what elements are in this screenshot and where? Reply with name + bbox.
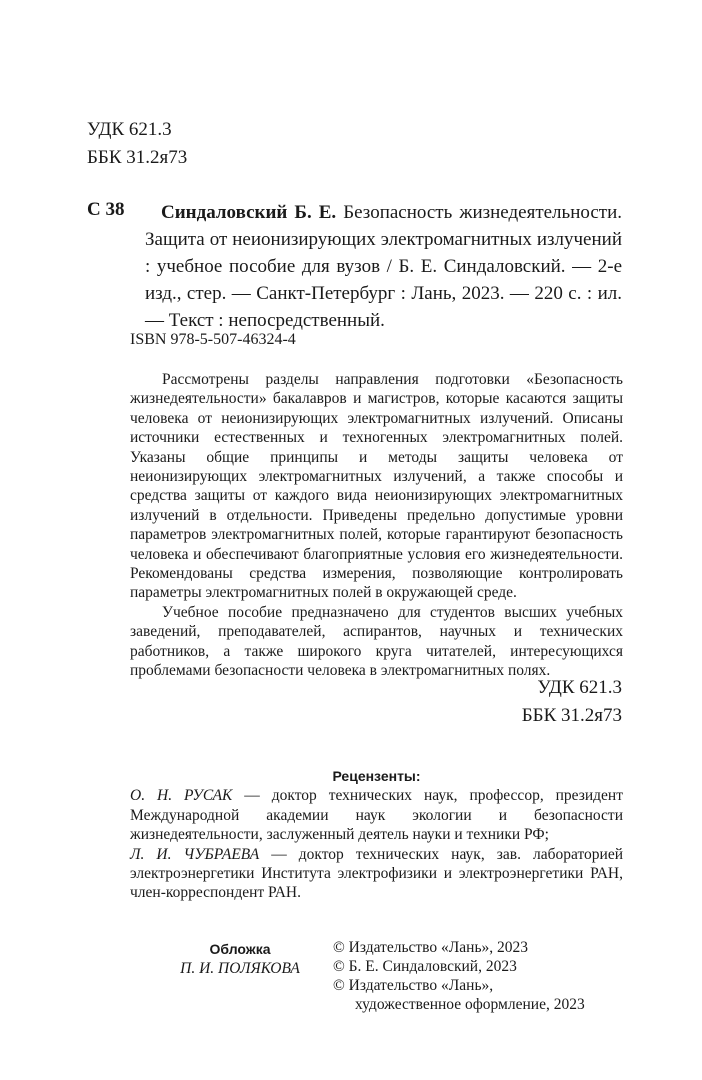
abstract-paragraph: Рассмотрены разделы направления подготовки «Безопасность жизнедеятельности» бакалавров и магистров, которые касаются защиты человека от неионизирующих электромагнитных излучений. Описаны источники естественных и техногенных электромагнитных полей. Указаны общие принципы и методы защиты человека от неионизирующих электромагнитных излучений, а также способы и средства защиты от каждого вида неионизирующих электромагнитных излучений в отдельности. Приведены предельно допустимые уровни параметров электромагнитных полей, которые гарантируют безопасность человека и обеспечивают благоприятные условия его жизнедеятельности. Рекомендованы средства измерения, позволяющие контролировать параметры электромагнитных полей в окружающей среде. [130,371,623,602]
abstract [130,370,623,681]
author-mark: С 38 [87,199,125,220]
author-name: Синдаловский Б. Е. [161,202,337,223]
reviewers-title: Рецензенты: [332,768,421,784]
reviewer-details: — доктор технических наук, зав. лабораторией электроэнергетики Института электрофизики и электроэнергетики РАН, член-корреспондент РАН. [130,845,623,902]
reviewer-entry [130,786,623,844]
udk-code: УДК 621.3 [537,677,622,698]
copyright-notices [333,938,585,1014]
reviewer-name: О. Н. РУСАК [130,787,233,805]
cover-credit-name: П. И. ПОЛЯКОВА [180,960,300,977]
reviewer-details: — доктор технических наук, профессор, президент Международной академии наук экологии и безопасности жизнедеятельности, заслуженный деятель науки и техники РФ; [130,787,623,844]
isbn: ISBN 978-5-507-46324-4 [130,331,296,348]
cover-credit [170,940,310,978]
bibliographic-description: Безопасность жизнедеятельности. Защита от неионизирующих электромагнитных излучений : учебное пособие для вузов / Б. Е. Синдаловский. — 2-е изд., стер. — Санкт-Петербург : Лань, 2023. — 220 с. : ил. — Текст : непосредственный. [145,202,622,331]
udk-code: УДК 621.3 [87,119,172,140]
header-classification-codes [87,116,187,172]
reviewer-entry [130,845,623,903]
bbk-code: ББК 31.2я73 [87,147,188,168]
copyright-line: художественное оформление, 2023 [355,996,585,1013]
footer-classification-codes [522,674,622,730]
reviewers-section [130,767,623,903]
bibliographic-record [145,199,622,334]
copyright-line: © Издательство «Лань», 2023 [333,939,529,956]
reviewer-name: Л. И. ЧУБРАЕВА [130,845,260,863]
abstract-paragraph: Учебное пособие предназначено для студентов высших учебных заведений, преподавателей, аспирантов, научных и технических работников, а также широкого круга читателей, интересующихся проблемами безопасности человека в электромагнитных полях. [130,603,623,680]
copyright-line: © Б. Е. Синдаловский, 2023 [333,958,517,975]
copyright-line: © Издательство «Лань», [333,977,494,994]
cover-credit-title: Обложка [209,941,271,957]
bbk-code: ББК 31.2я73 [521,705,622,726]
